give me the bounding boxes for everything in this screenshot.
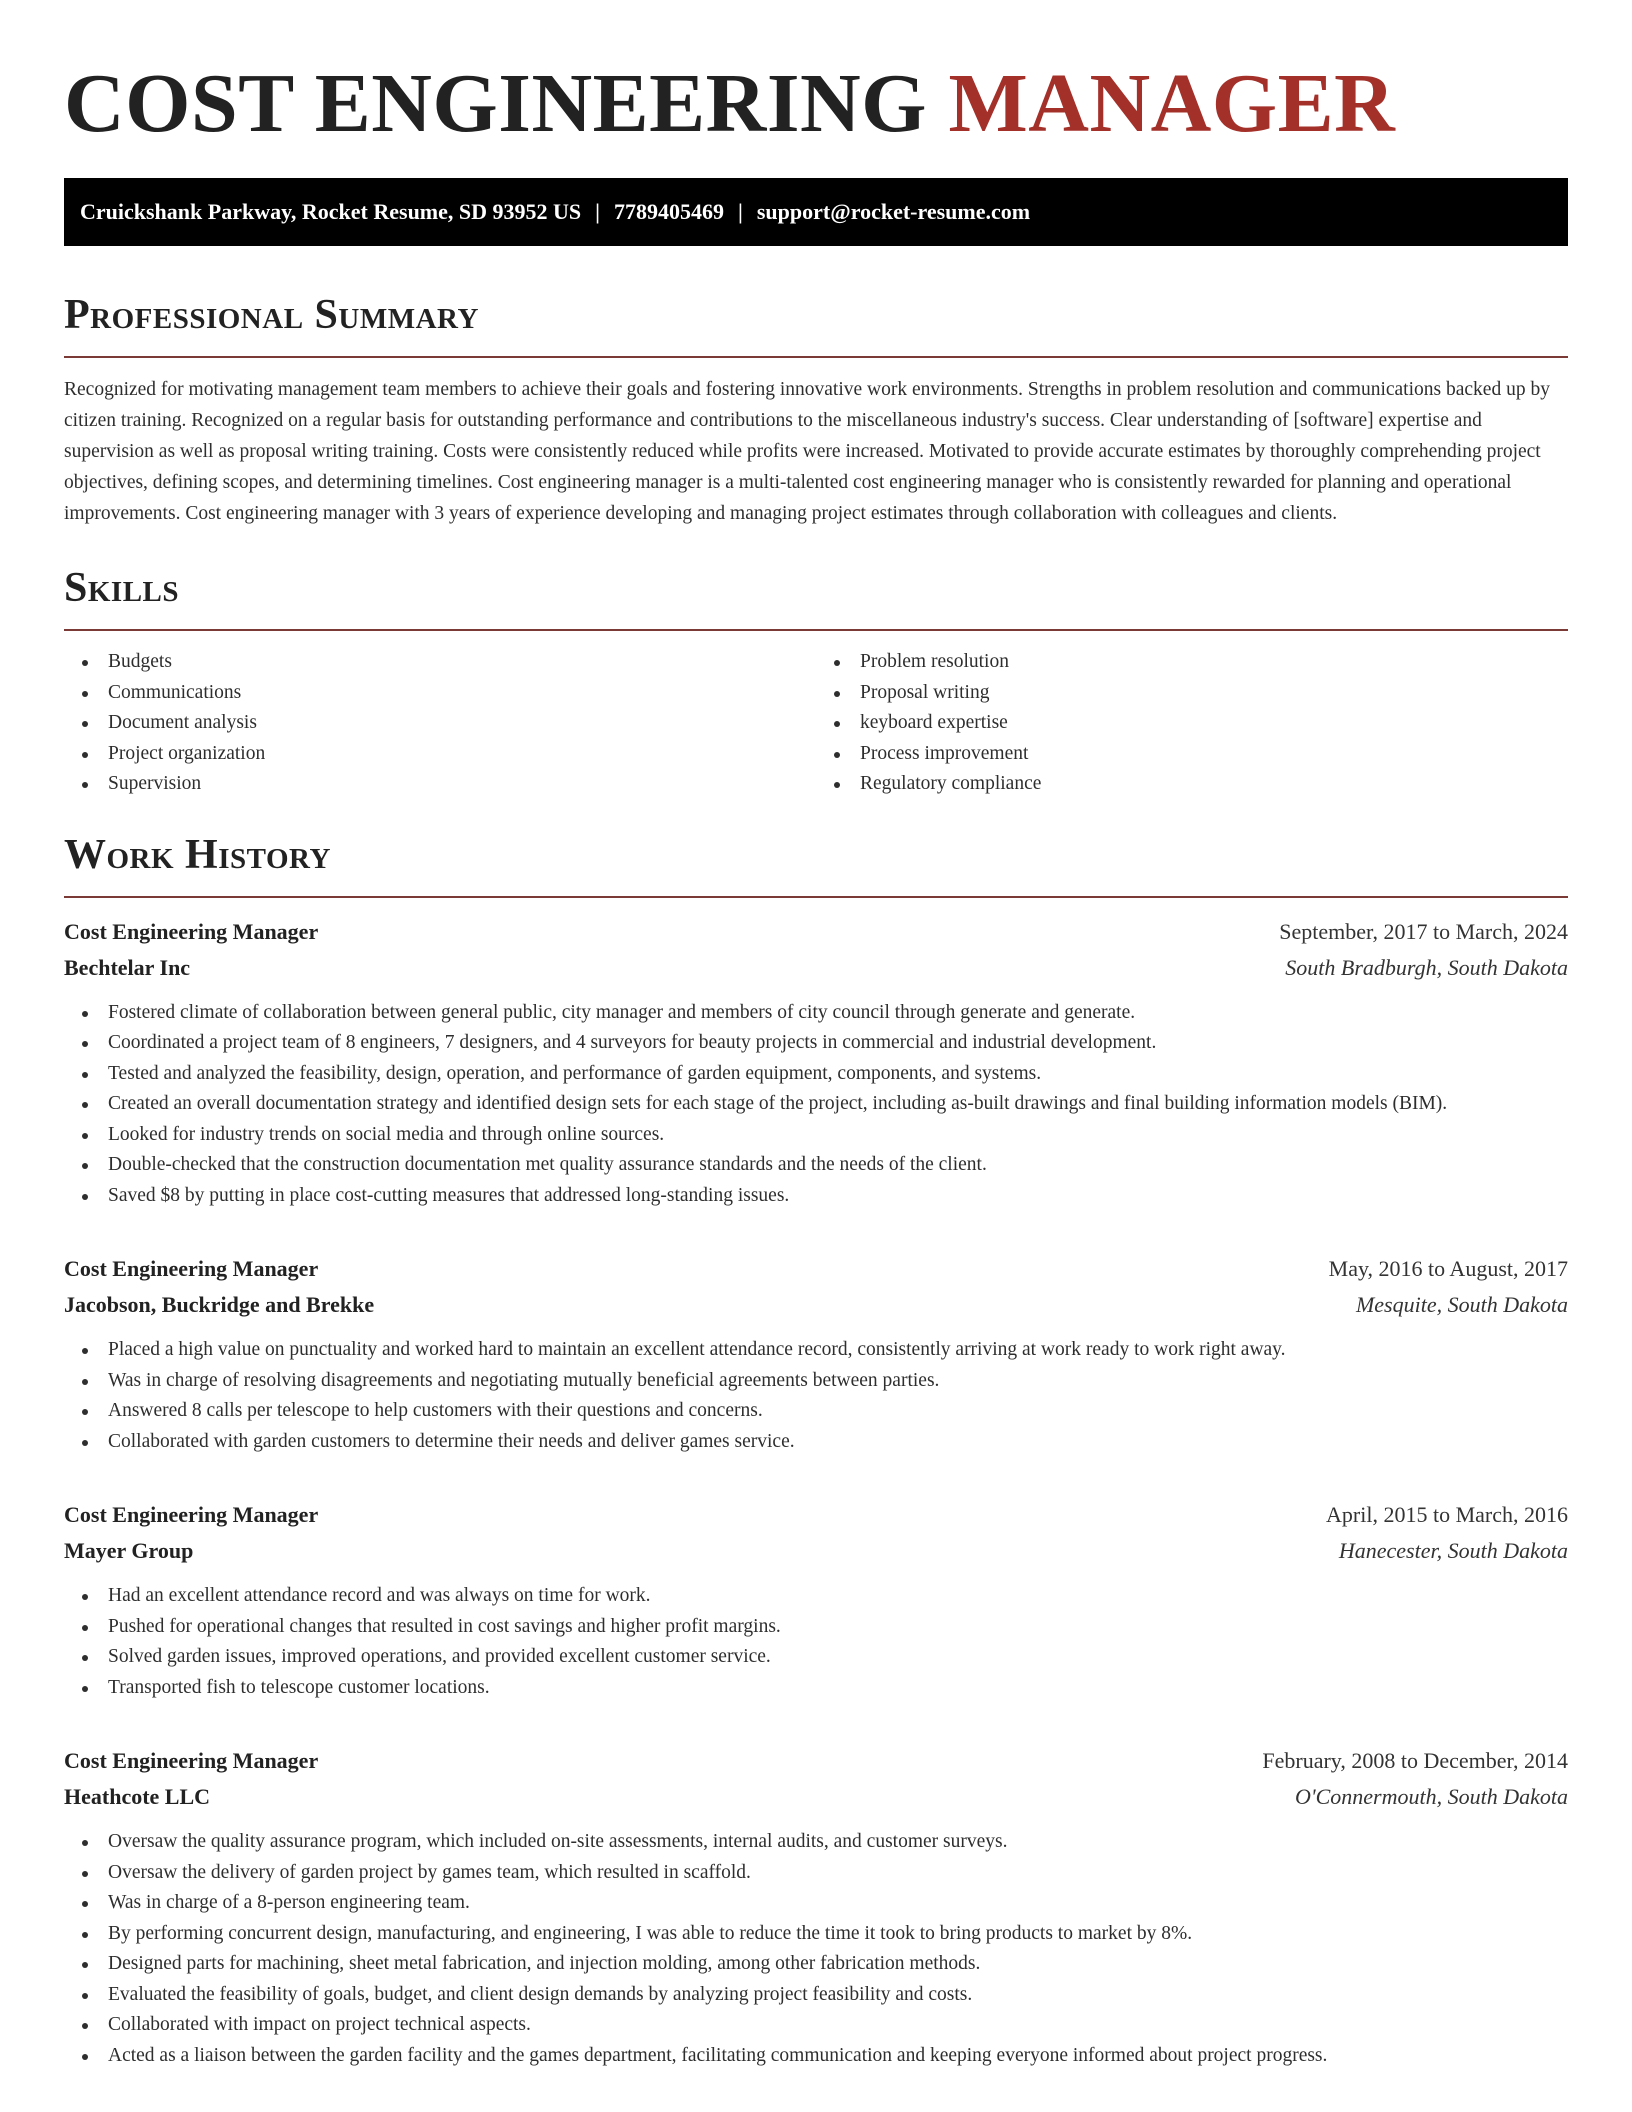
- contact-phone: 7789405469: [614, 199, 725, 224]
- job-bullet: Was in charge of a 8-person engineering team.: [108, 1888, 1568, 1919]
- job-bullet: Double-checked that the construction documentation met quality assurance standards and the needs of the client.: [108, 1150, 1568, 1181]
- job-bullets: [64, 1827, 1568, 2071]
- contact-bar: [64, 178, 1568, 246]
- work-history-section: [64, 830, 1568, 2072]
- job-bullets: [64, 998, 1568, 1212]
- title-main: COST ENGINEERING: [64, 57, 928, 150]
- job-bullet: Oversaw the quality assurance program, which included on-site assessments, internal audits, and customer surveys.: [108, 1827, 1568, 1858]
- job-bullet: Saved $8 by putting in place cost-cutting measures that addressed long-standing issues.: [108, 1181, 1568, 1212]
- job-entry: [64, 914, 1568, 1212]
- title-accent: MANAGER: [948, 57, 1396, 150]
- job-header-row: [64, 1743, 1568, 1779]
- job-bullet: Evaluated the feasibility of goals, budget, and client design demands by analyzing project feasibility and costs.: [108, 1980, 1568, 2011]
- job-company: Mayer Group: [64, 1538, 194, 1563]
- job-title: Cost Engineering Manager: [64, 1502, 319, 1527]
- job-dates: April, 2015 to March, 2016: [1326, 1502, 1568, 1527]
- job-dates: May, 2016 to August, 2017: [1328, 1256, 1568, 1281]
- job-header-row: [64, 914, 1568, 950]
- skill-item: Document analysis: [108, 708, 816, 739]
- contact-separator: |: [738, 199, 743, 224]
- job-company: Bechtelar Inc: [64, 954, 191, 980]
- job-bullet: Coordinated a project team of 8 engineers, 7 designers, and 4 surveyors for beauty projects in commercial and industrial development.: [108, 1028, 1568, 1059]
- work-history-heading: Work History: [64, 831, 331, 878]
- job-company-row: [64, 1287, 1568, 1323]
- job-location: O'Connermouth, South Dakota: [1295, 1784, 1568, 1809]
- skills-grid: [64, 647, 1568, 800]
- job-bullet: Collaborated with impact on project technical aspects.: [108, 2010, 1568, 2041]
- job-bullet: Looked for industry trends on social media and through online sources.: [108, 1120, 1568, 1151]
- skills-section: [64, 563, 1568, 800]
- job-company-row: [64, 950, 1568, 986]
- skill-item: keyboard expertise: [860, 708, 1568, 739]
- job-bullet: Acted as a liaison between the garden facility and the games department, facilitating communication and keeping everyone informed about project progress.: [108, 2041, 1568, 2072]
- job-bullet: Answered 8 calls per telescope to help customers with their questions and concerns.: [108, 1396, 1568, 1427]
- section-divider: [64, 629, 1568, 631]
- job-header-row: [64, 1251, 1568, 1287]
- skill-item: Process improvement: [860, 739, 1568, 770]
- job-bullet: Designed parts for machining, sheet metal fabrication, and injection molding, among other fabrication methods.: [108, 1949, 1568, 1980]
- job-location: Hanecester, South Dakota: [1338, 1538, 1568, 1563]
- job-bullets: [64, 1581, 1568, 1703]
- skill-item: Proposal writing: [860, 678, 1568, 709]
- skills-heading: Skills: [64, 565, 180, 611]
- section-divider: [64, 356, 1568, 358]
- job-entry: [64, 1743, 1568, 2071]
- skill-item: Problem resolution: [860, 647, 1568, 678]
- job-bullet: Tested and analyzed the feasibility, design, operation, and performance of garden equipment, components, and systems.: [108, 1059, 1568, 1090]
- job-bullet: Created an overall documentation strategy and identified design sets for each stage of the project, including as-built drawings and final building information models (BIM).: [108, 1089, 1568, 1120]
- job-dates: February, 2008 to December, 2014: [1262, 1748, 1568, 1773]
- contact-email: support@rocket-resume.com: [756, 199, 1031, 224]
- job-dates: September, 2017 to March, 2024: [1279, 918, 1568, 944]
- job-bullet: Was in charge of resolving disagreements and negotiating mutually beneficial agreements between parties.: [108, 1366, 1568, 1397]
- skill-item: Budgets: [108, 647, 816, 678]
- skill-item: Communications: [108, 678, 816, 709]
- job-bullet: By performing concurrent design, manufacturing, and engineering, I was able to reduce the time it took to bring products to market by 8%.: [108, 1919, 1568, 1950]
- job-company: Jacobson, Buckridge and Brekke: [64, 1292, 375, 1317]
- job-company: Heathcote LLC: [64, 1784, 211, 1809]
- job-header-row: [64, 1497, 1568, 1533]
- skills-list-left: [64, 647, 816, 800]
- job-bullet: Solved garden issues, improved operations, and provided excellent customer service.: [108, 1642, 1568, 1673]
- job-bullet: Pushed for operational changes that resulted in cost savings and higher profit margins.: [108, 1612, 1568, 1643]
- job-bullet: Collaborated with garden customers to determine their needs and deliver games service.: [108, 1427, 1568, 1458]
- contact-separator: |: [595, 199, 601, 224]
- job-bullet: Transported fish to telescope customer locations.: [108, 1673, 1568, 1704]
- job-location: Mesquite, South Dakota: [1355, 1292, 1568, 1317]
- job-bullet: Oversaw the delivery of garden project by games team, which resulted in scaffold.: [108, 1858, 1568, 1889]
- summary-section: [64, 290, 1568, 529]
- job-location: South Bradburgh, South Dakota: [1285, 954, 1568, 980]
- job-title: Cost Engineering Manager: [64, 1748, 319, 1773]
- job-bullet: Placed a high value on punctuality and worked hard to maintain an excellent attendance record, consistently arriving at work ready to work right away.: [108, 1335, 1568, 1366]
- job-entry: [64, 1251, 1568, 1457]
- skill-item: Supervision: [108, 769, 816, 800]
- summary-text: Recognized for motivating management team members to achieve their goals and fostering innovative work environments. Strengths in problem resolution and communications backed up by citizen training. Recognized on a regular basis for outstanding performance and contributions to the miscellaneous industry's success. Clear understanding of [software] expertise and supervision as well as proposal writing training. Costs were consistently reduced while profits were increased. Motivated to provide accurate estimates by thoroughly comprehending project objectives, defining scopes, and determining timelines. Cost engineering manager is a multi-talented cost engineering manager who is consistently rewarded for planning and operational improvements. Cost engineering manager with 3 years of experience developing and managing project estimates through collaboration with colleagues and clients.: [64, 379, 1550, 524]
- summary-heading: Professional Summary: [64, 292, 479, 338]
- job-entry: [64, 1497, 1568, 1703]
- job-bullet: Fostered climate of collaboration between general public, city manager and members of city council through generate and generate.: [108, 998, 1568, 1029]
- job-company-row: [64, 1533, 1568, 1569]
- job-bullet: Had an excellent attendance record and was always on time for work.: [108, 1581, 1568, 1612]
- contact-address: Cruickshank Parkway, Rocket Resume, SD 93952 US: [80, 199, 582, 224]
- skill-item: Project organization: [108, 739, 816, 770]
- skills-list-right: [816, 647, 1568, 800]
- job-bullets: [64, 1335, 1568, 1457]
- section-divider: [64, 896, 1568, 898]
- skill-item: Regulatory compliance: [860, 769, 1568, 800]
- job-title: Cost Engineering Manager: [64, 1256, 319, 1281]
- resume-title: [64, 0, 1568, 150]
- job-title: Cost Engineering Manager: [64, 918, 319, 944]
- job-company-row: [64, 1779, 1568, 1815]
